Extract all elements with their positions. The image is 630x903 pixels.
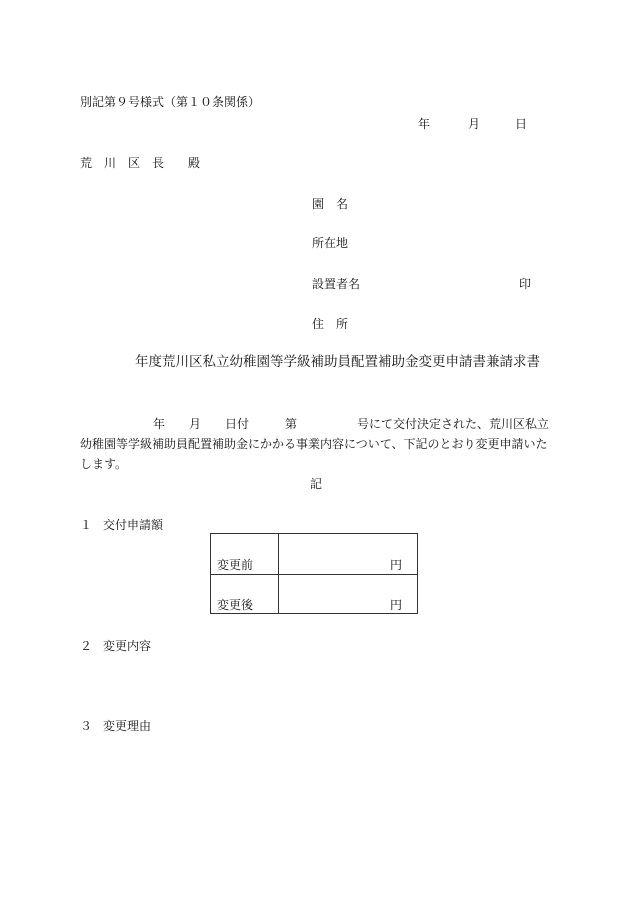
garden-name-label: 園 名 [312,197,349,211]
section-2-number: ２ [80,639,93,653]
body-line-1: 年 月 日付 第 号にて交付決定された、荒川区私立 [153,417,550,431]
ki-heading: 記 [310,477,323,491]
section-1-label: 交付申請額 [103,518,164,532]
before-change-label: 変更前 [217,558,254,572]
date-month: 月 [468,117,481,131]
section-3-label: 変更理由 [103,719,152,733]
section-1-number: １ [80,518,93,532]
seal-mark: 印 [519,277,532,291]
body-line-3: します。 [80,457,128,471]
addressee: 荒 川 区 長 殿 [80,156,201,170]
date-year: 年 [418,117,431,131]
section-2-label: 変更内容 [103,639,152,653]
residence-label: 住 所 [312,317,349,331]
founder-name-label: 設置者名 [312,277,361,291]
amount-table [210,533,418,614]
before-change-amount: 円 [390,558,403,572]
document-title: 年度荒川区私立幼稚園等学級補助員配置補助金変更申請書兼請求書 [135,354,540,370]
section-3-number: ３ [80,719,93,733]
after-change-amount: 円 [390,598,403,612]
after-change-label: 変更後 [217,598,254,612]
address-label: 所在地 [312,236,349,250]
table-row-divider [211,574,417,575]
body-line-2: 幼稚園等学級補助員配置補助金にかかる事業内容について、下記のとおり変更申請いた [80,437,548,451]
form-number: 別記第９号様式（第１０条関係） [80,95,261,109]
date-day: 日 [515,117,528,131]
